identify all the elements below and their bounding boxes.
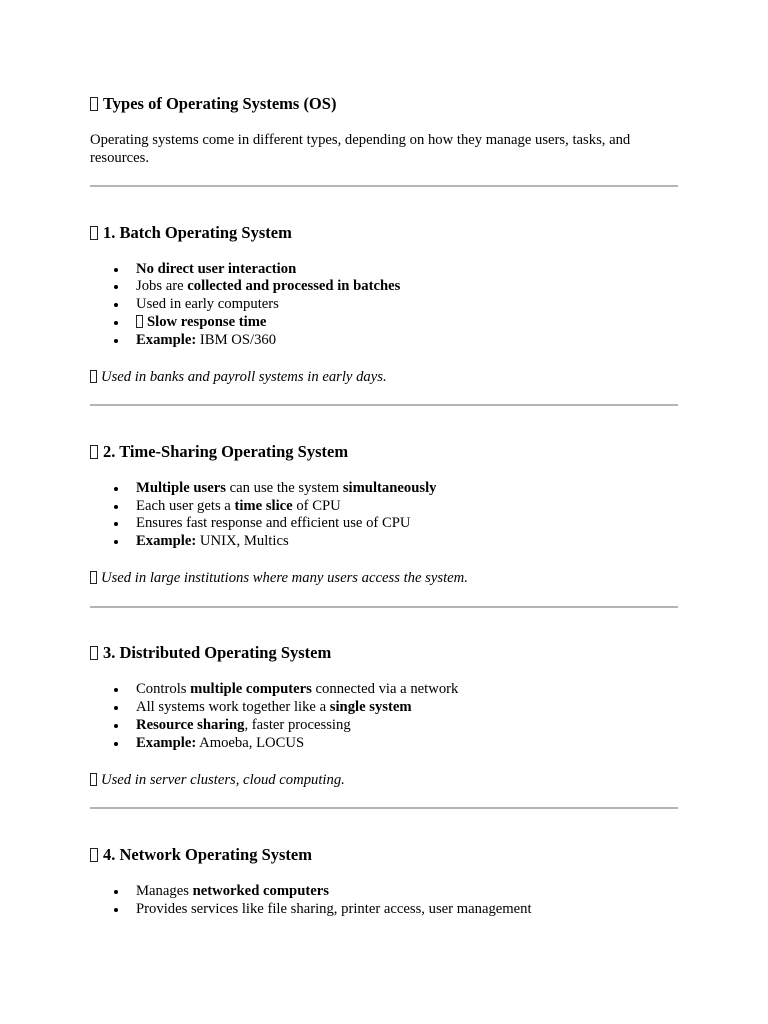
- plain-text: can use the system: [225, 479, 343, 496]
- bold-text: time slice: [234, 497, 293, 514]
- bold-text: Slow response time: [147, 313, 267, 330]
- usage-note-text: Used in server clusters, cloud computing.: [101, 771, 345, 788]
- bold-text: No direct user interaction: [136, 260, 297, 277]
- section-divider: [90, 185, 678, 187]
- page-title: [90, 94, 678, 113]
- section-divider: [90, 404, 678, 406]
- list-item: [136, 498, 678, 516]
- document-content: [90, 0, 678, 919]
- emoji-placeholder-icon: [90, 571, 97, 584]
- section-heading-text: 4. Network Operating System: [103, 845, 312, 865]
- plain-text: Controls: [136, 681, 191, 698]
- plain-text: of CPU: [292, 497, 341, 514]
- section-network-os: [90, 845, 678, 919]
- example-value: UNIX, Multics: [196, 533, 289, 550]
- bold-text: single system: [329, 699, 412, 716]
- section-heading: [90, 223, 678, 242]
- emoji-placeholder-icon: [90, 370, 97, 383]
- emoji-placeholder-icon: [136, 315, 143, 328]
- bold-text: collected and processed in batches: [187, 278, 401, 295]
- emoji-placeholder-icon: [90, 848, 98, 862]
- emoji-placeholder-icon: [90, 646, 98, 660]
- list-item: [136, 261, 678, 279]
- plain-text: connected via a network: [311, 681, 459, 698]
- bullet-list: [90, 883, 678, 919]
- emoji-placeholder-icon: [90, 445, 98, 459]
- section-heading-text: 3. Distributed Operating System: [103, 643, 332, 663]
- section-time-sharing-os: [90, 442, 678, 588]
- usage-note-text: Used in large institutions where many users access the system.: [101, 570, 468, 587]
- list-item: [136, 735, 678, 753]
- list-item: [136, 699, 678, 717]
- bold-text: simultaneously: [342, 479, 437, 496]
- list-item: [136, 332, 678, 350]
- list-item: [136, 314, 678, 332]
- section-heading: [90, 845, 678, 864]
- section-distributed-os: [90, 643, 678, 789]
- usage-note-text: Used in banks and payroll systems in early days.: [101, 368, 387, 385]
- section-divider: [90, 606, 678, 608]
- list-item: [136, 480, 678, 498]
- section-divider: [90, 807, 678, 809]
- plain-text: All systems work together like a: [136, 699, 330, 716]
- page-title-text: Types of Operating Systems (OS): [103, 93, 337, 113]
- example-value: Amoeba, LOCUS: [196, 734, 305, 751]
- list-item: [136, 278, 678, 296]
- section-heading: [90, 643, 678, 662]
- list-item: [136, 883, 678, 901]
- usage-note: [90, 369, 678, 387]
- bullet-list: [90, 261, 678, 350]
- list-item: [136, 901, 678, 919]
- example-label: Example:: [136, 533, 197, 550]
- emoji-placeholder-icon: [90, 226, 98, 240]
- plain-text: Used in early computers: [136, 296, 279, 313]
- list-item: [136, 515, 678, 533]
- emoji-placeholder-icon: [90, 97, 98, 111]
- example-label: Example:: [136, 331, 197, 348]
- intro-paragraph: Operating systems come in different types, depending on how they manage users, tasks, and resources.: [90, 132, 631, 166]
- bold-text: networked computers: [192, 883, 329, 900]
- example-value: IBM OS/360: [196, 331, 277, 348]
- list-item: [136, 681, 678, 699]
- plain-text: Ensures fast response and efficient use of CPU: [136, 515, 411, 532]
- plain-text: , faster processing: [244, 716, 351, 733]
- emoji-placeholder-icon: [90, 773, 97, 786]
- usage-note: [90, 570, 678, 588]
- list-item: [136, 717, 678, 735]
- section-heading-text: 1. Batch Operating System: [103, 222, 292, 242]
- section-heading: [90, 442, 678, 461]
- example-label: Example:: [136, 734, 197, 751]
- list-item: [136, 296, 678, 314]
- plain-text: Jobs are: [136, 278, 188, 295]
- list-item: [136, 533, 678, 551]
- plain-text: Provides services like file sharing, printer access, user management: [136, 900, 532, 917]
- plain-text: Each user gets a: [136, 497, 235, 514]
- bold-text: Multiple users: [136, 479, 226, 496]
- usage-note: [90, 772, 678, 790]
- bullet-list: [90, 681, 678, 752]
- bullet-list: [90, 480, 678, 551]
- section-batch-os: [90, 223, 678, 387]
- plain-text: Manages: [136, 883, 193, 900]
- bold-text: Resource sharing: [136, 716, 245, 733]
- bold-text: multiple computers: [190, 681, 312, 698]
- section-heading-text: 2. Time-Sharing Operating System: [103, 441, 349, 461]
